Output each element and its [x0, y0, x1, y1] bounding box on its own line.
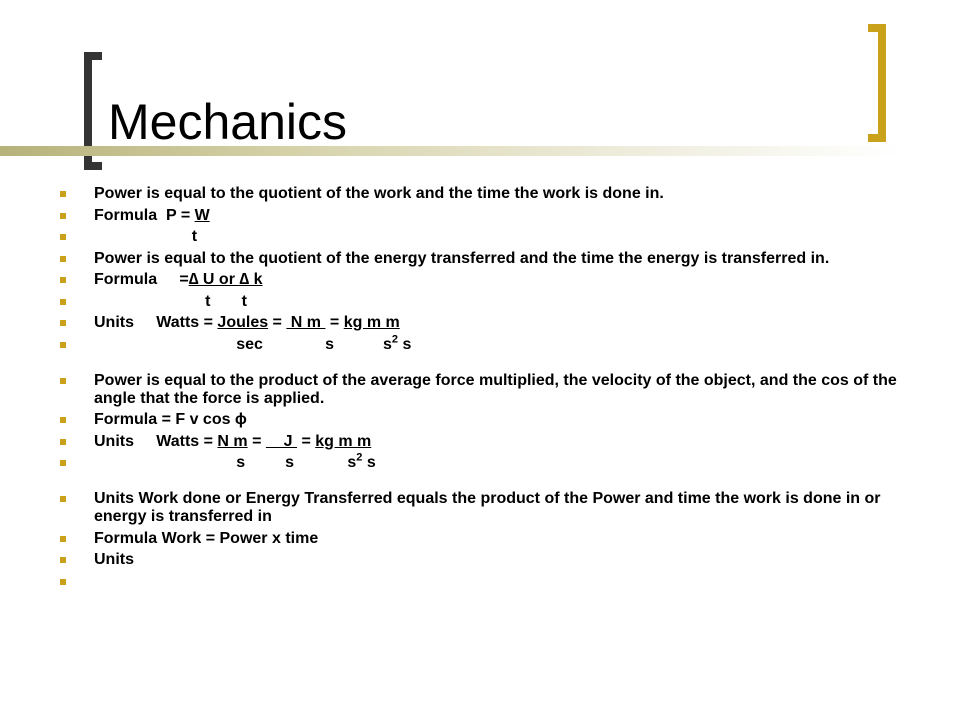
bullet-formula-energy-numerator: Formula =∆ U or ∆ k [60, 271, 915, 289]
bullet-formula-p-denominator: t [60, 228, 915, 246]
bullet-units-watts-nm-denominator: s s $s^2$ s [60, 454, 915, 472]
bullet-formula-fvcos: Formula = F v cos ϕ [60, 411, 915, 429]
bullet-formula-energy-denominator: t t [60, 293, 915, 311]
bullet-units-empty: Units [60, 551, 915, 569]
bullet-power-force-velocity: Power is equal to the product of the average force multiplied, the velocity of the object, and the cos of the angle that the force is applied. [60, 372, 915, 408]
right-bracket-decoration [868, 24, 886, 142]
bullet-units-work-energy: Units Work done or Energy Transferred equals the product of the Power and time the work is done in or energy is transferred in [60, 490, 915, 526]
bullet-power-energy-time: Power is equal to the quotient of the energy transferred and the time the energy is transferred in. [60, 250, 915, 268]
bullet-units-watts-nm: Units Watts = N m = J = kg m m [60, 433, 915, 451]
bullet-units-watts-joules: Units Watts = Joules = N m = kg m m [60, 314, 915, 332]
bullet-units-watts-joules-denominator: sec s $s^2$ s [60, 336, 915, 354]
bullet-power-work-time: Power is equal to the quotient of the work and the time the work is done in. [60, 185, 915, 203]
bullet-formula-work: Formula Work = Power x time [60, 530, 915, 548]
bullet-list [60, 185, 915, 573]
bullet-formula-p-numerator: Formula P = W [60, 207, 915, 225]
slide-title: Mechanics [108, 94, 347, 150]
